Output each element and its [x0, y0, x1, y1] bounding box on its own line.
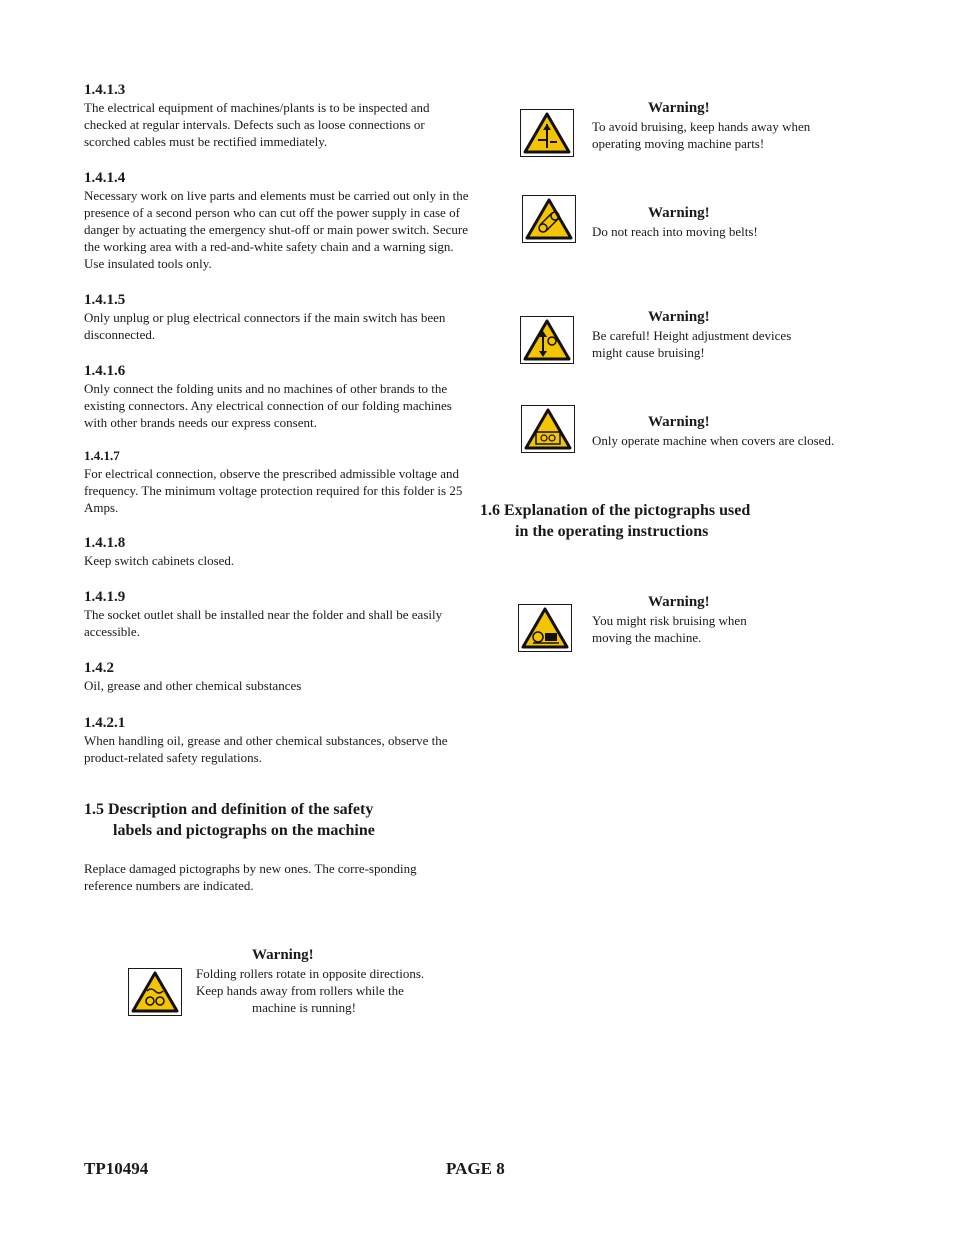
warning-line-1: Folding rollers rotate in opposite directions.: [196, 966, 425, 981]
section-text: When handling oil, grease and other chemical substances, observe the product-related safety regulations.: [84, 733, 448, 765]
section-number: 1.4.1.5: [84, 292, 126, 308]
heading-line-1: 1.6 Explanation of the pictographs used: [480, 502, 751, 519]
warning-text: [196, 965, 466, 1016]
warning-title: Warning!: [648, 594, 710, 610]
belt-warning-icon: [522, 195, 576, 243]
section-1-4-1-7: [84, 447, 474, 516]
section-1-4-1-6: [84, 362, 474, 431]
section-text: The electrical equipment of machines/plants is to be inspected and checked at regular intervals. Defects such as loose connections or scorched cables must be rectified immediately.: [84, 100, 430, 149]
warning-title: Warning!: [648, 309, 710, 325]
heading-line-1: 1.5 Description and definition of the safety: [84, 801, 374, 818]
covers-warning-icon: [521, 405, 575, 453]
warning-text: [592, 223, 872, 240]
height-adjust-warning-icon: [520, 316, 574, 364]
heading-section-1-6: [480, 500, 750, 542]
warning-line-2: moving the machine.: [592, 630, 702, 645]
warning-line-1: Do not reach into moving belts!: [592, 224, 758, 239]
warning-line-1: You might risk bruising when: [592, 613, 747, 628]
intro-paragraph: Replace damaged pictographs by new ones. The corre-sponding reference numbers are indicated.: [84, 861, 417, 893]
section-number: 1.4.2: [84, 660, 114, 676]
heading-line-2: labels and pictographs on the machine: [113, 822, 375, 839]
section-text: Oil, grease and other chemical substances: [84, 678, 302, 693]
section-text: Only connect the folding units and no machines of other brands to the existing connectors. Any electrical connection of our folding machines with other brands needs our express consent.: [84, 381, 452, 430]
warning-title: Warning!: [648, 414, 710, 430]
section-1-4-1-3: [84, 81, 474, 150]
section-number: 1.4.1.4: [84, 170, 126, 186]
warning-line-1: Be careful! Height adjustment devices: [592, 328, 792, 343]
moving-machine-warning-icon: [518, 604, 572, 652]
heading-line-2: in the operating instructions: [515, 523, 709, 540]
warning-text: [592, 118, 872, 152]
section-1-4-2: [84, 659, 474, 694]
warning-line-1: To avoid bruising, keep hands away when: [592, 119, 811, 134]
footer-doc-id: TP10494: [84, 1159, 149, 1178]
section-1-4-1-5: [84, 291, 474, 343]
section-1-4-1-9: [84, 588, 474, 640]
heading-section-1-5: [84, 799, 375, 841]
section-1-4-2-1: [84, 714, 474, 766]
warning-text: [592, 432, 892, 449]
crush-hand-warning-icon: [520, 109, 574, 157]
section-text: Keep switch cabinets closed.: [84, 553, 235, 568]
footer-page-number: PAGE 8: [446, 1159, 505, 1178]
section-number: 1.4.1.6: [84, 363, 126, 379]
warning-line-3: machine is running!: [252, 1000, 356, 1015]
warning-title: Warning!: [648, 100, 710, 116]
warning-title: Warning!: [648, 205, 710, 221]
section-number: 1.4.1.9: [84, 589, 126, 605]
warning-title: Warning!: [252, 947, 314, 963]
section-text: Necessary work on live parts and elements must be carried out only in the presence of a second person who can cut off the power supply in case of danger by actuating the emergency shut-off or main power switch. Secure the working area with a red-and-white safety chain and a warning sign. Use insulated tools only.: [84, 188, 469, 271]
rollers-warning-icon: [128, 968, 182, 1016]
section-number: 1.4.1.7: [84, 448, 120, 463]
warning-line-2: Keep hands away from rollers while the: [196, 983, 404, 998]
section-number: 1.4.2.1: [84, 715, 126, 731]
warning-line-2: operating moving machine parts!: [592, 136, 765, 151]
section-text: For electrical connection, observe the prescribed admissible voltage and frequency. The minimum voltage protection required for this folder is 25 Amps.: [84, 466, 463, 515]
section-number: 1.4.1.8: [84, 535, 126, 551]
section-number: 1.4.1.3: [84, 82, 126, 98]
section-1-4-1-8: [84, 534, 474, 569]
section-text: Only unplug or plug electrical connectors if the main switch has been disconnected.: [84, 310, 446, 342]
section-text: The socket outlet shall be installed near the folder and shall be easily accessible.: [84, 607, 443, 639]
section-1-4-1-4: [84, 169, 474, 272]
warning-line-2: might cause bruising!: [592, 345, 705, 360]
warning-line-1: Only operate machine when covers are closed.: [592, 433, 835, 448]
warning-text: [592, 327, 872, 361]
warning-text: [592, 612, 872, 646]
